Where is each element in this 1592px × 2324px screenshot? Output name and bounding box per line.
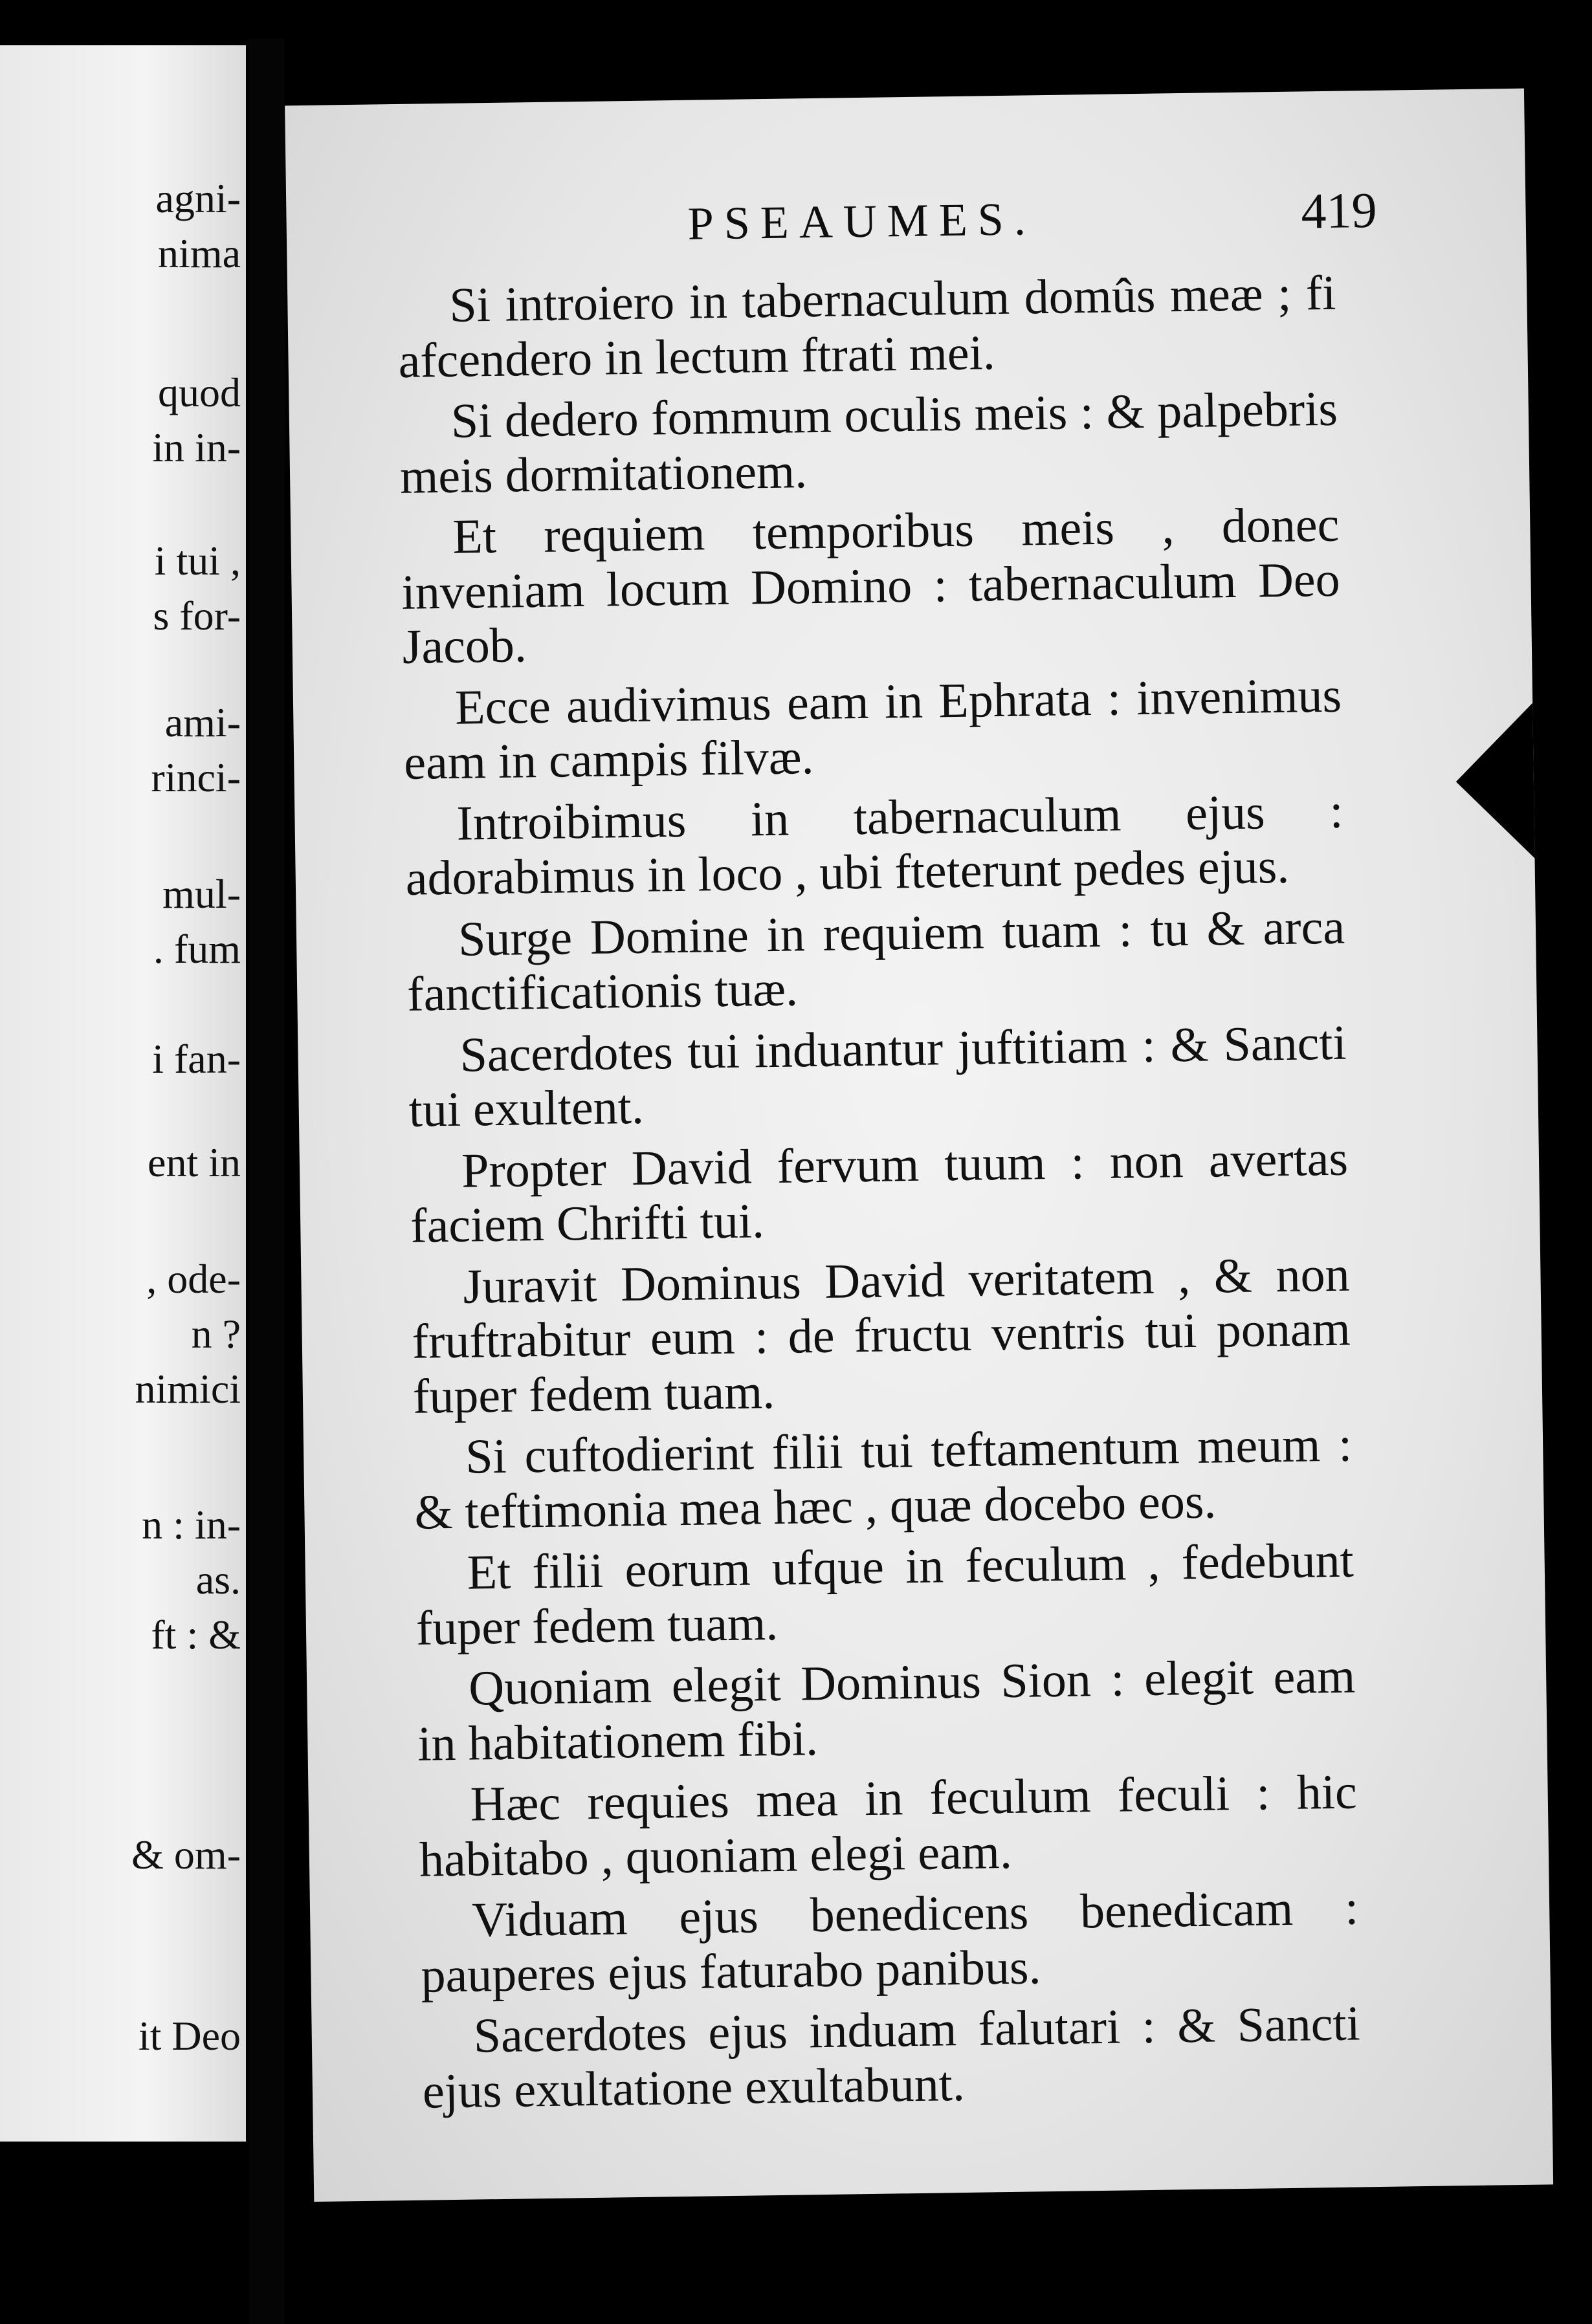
left-page-line: i tui ,: [154, 538, 241, 584]
psalm-text: [397, 266, 1362, 2125]
left-page-line: & om-: [131, 1832, 241, 1878]
left-page-line: agni-: [155, 175, 241, 221]
left-page-line: , ode-: [146, 1256, 241, 1302]
verse: Juravit Dominus David veritatem , & non fruftrabitur eum : de fructu ventris tui ponam fuper fedem tuam.: [412, 1247, 1351, 1424]
page-edge-shadow: [1455, 703, 1534, 860]
left-page-line: . fum: [153, 926, 241, 972]
left-page-line: rinci-: [151, 754, 241, 800]
verse: Hæc requies mea in feculum feculi : hic habitabo , quoniam elegi eam.: [419, 1764, 1358, 1887]
left-page-line: quod: [158, 369, 241, 415]
verse: Sacerdotes tui induantur juftitiam : & Sancti tui exultent.: [408, 1015, 1347, 1137]
left-page-line: in in-: [152, 424, 241, 470]
verse: Et filii eorum ufque in feculum , fedebunt fuper fedem tuam.: [415, 1533, 1354, 1656]
left-page-line: mul-: [162, 871, 241, 917]
verse: Viduam ejus benedicens benedicam : pauperes ejus faturabo panibus.: [420, 1880, 1359, 2003]
left-page-line: ami-: [164, 699, 241, 745]
verse: Surge Domine in requiem tuam : tu & arca fanctificationis tuæ.: [406, 899, 1345, 1022]
page-number: 419: [1300, 181, 1378, 239]
left-page-line: it Deo: [138, 2013, 241, 2059]
verse: Si dedero fommum oculis meis : & palpebris meis dormitationem.: [399, 381, 1338, 504]
book-gutter: [249, 39, 285, 2324]
verse: Si cuftodierint filii tui teftamentum meum : & teftimonia mea hæc , quæ docebo eos.: [414, 1417, 1353, 1540]
book-page: [285, 89, 1553, 2202]
left-page-line: n : in-: [142, 1502, 241, 1548]
verse: Propter David fervum tuum : non avertas faciem Chrifti tui.: [410, 1131, 1349, 1253]
left-page-fragment: [0, 45, 246, 2142]
verse: Introibimus in tabernaculum ejus : adorabimus in loco , ubi fteterunt pedes ejus.: [405, 784, 1344, 906]
verse: Quoniam elegit Dominus Sion : elegit eam in habitationem fibi.: [417, 1649, 1356, 1771]
verse: Si introiero in tabernaculum domûs meæ ; fi afcendero in lectum ftrati mei.: [398, 265, 1336, 388]
left-page-line: ft : &: [151, 1612, 241, 1658]
page-header: [286, 181, 1526, 281]
verse: Ecce audivimus eam in Ephrata : invenimus eam in campis filvæ.: [403, 668, 1342, 790]
left-page-line: nimici: [135, 1366, 241, 1412]
left-page-line: s for-: [153, 593, 241, 639]
left-page-line: i fan-: [152, 1036, 241, 1082]
left-page-line: nima: [158, 230, 241, 276]
left-page-line: n ?: [191, 1311, 241, 1357]
left-page-line: as.: [195, 1557, 241, 1603]
verse: Et requiem temporibus meis , donec inveniam locum Domino : tabernaculum Deo Jacob.: [401, 497, 1341, 674]
verse: Sacerdotes ejus induam falutari : & Sancti ejus exultatione exultabunt.: [422, 1996, 1361, 2119]
running-head: PSEAUMES.: [687, 193, 1037, 250]
left-page-line: ent in: [148, 1139, 241, 1185]
